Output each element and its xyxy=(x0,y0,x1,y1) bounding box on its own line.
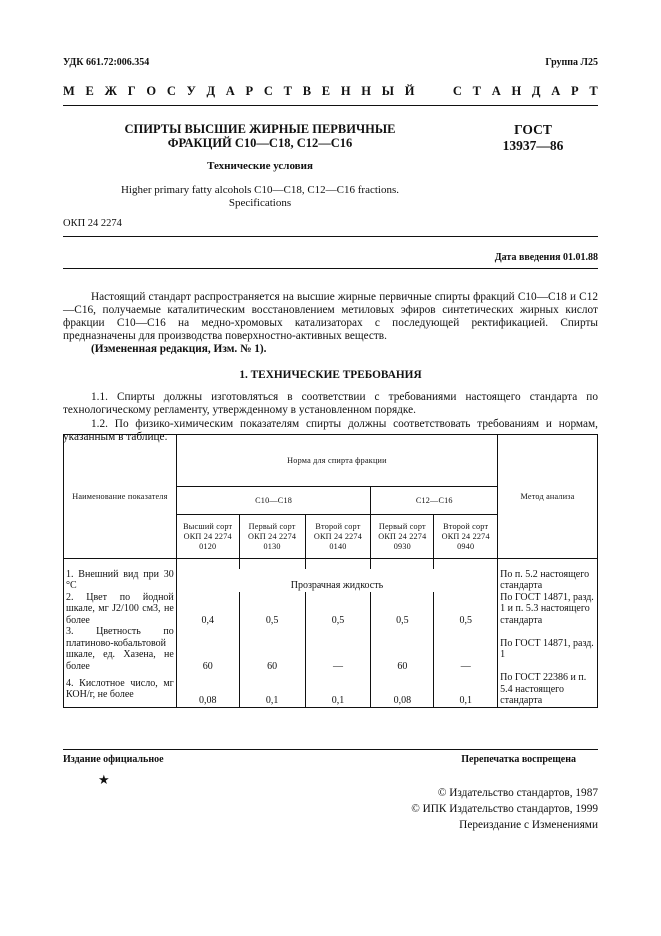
banner-letter: Е xyxy=(85,84,94,98)
header-rule xyxy=(63,105,598,106)
banner-letter: А xyxy=(551,84,561,98)
header-grade: Высший сорт ОКП 24 2274 0120 xyxy=(176,515,239,559)
copyright-1987: © Издательство стандартов, 1987 xyxy=(437,787,598,799)
row-method: По ГОСТ 14871, разд. 1 и п. 5.3 настоящего стандарта xyxy=(498,592,598,627)
clause-1-1: 1.1. Спирты должны изготовляться в соответствии с требованиями настоящего стандарта по технологическому регламенту, утвержденному в установленном порядке. xyxy=(63,391,598,416)
footer-rule xyxy=(63,749,598,750)
gost-number xyxy=(478,122,588,154)
okp-code: ОКП 24 2274 xyxy=(63,218,122,229)
banner-letter: Р xyxy=(245,84,254,98)
banner-letter: Г xyxy=(127,84,136,98)
cell-value: — xyxy=(434,626,498,672)
cell-value: 0,5 xyxy=(305,592,371,627)
cell-value: 0,5 xyxy=(239,592,305,627)
cell-value: 0,1 xyxy=(305,672,371,707)
merged-value: Прозрачная жидкость xyxy=(176,569,497,592)
rule xyxy=(63,268,598,269)
title-line-1: СПИРТЫ ВЫСШИЕ ЖИРНЫЕ ПЕРВИЧНЫЕ xyxy=(124,122,396,136)
amendment-note: (Измененная редакция, Изм. № 1). xyxy=(91,343,267,355)
cell-value: 0,1 xyxy=(434,672,498,707)
group-code: Группа Л25 xyxy=(545,57,598,68)
rule xyxy=(63,236,598,237)
row-name: 4. Кислотное число, мг КОН/г, не более xyxy=(64,672,177,707)
table-row xyxy=(64,672,598,707)
subtitle: Технические условия xyxy=(207,160,313,172)
header-fraction-c12-c16: С12—С16 xyxy=(371,487,498,515)
row-method: По ГОСТ 22386 и п. 5.4 настоящего стандарта xyxy=(498,672,598,707)
cell-value: 0,5 xyxy=(371,592,434,627)
section-heading: 1. ТЕХНИЧЕСКИЕ ТРЕБОВАНИЯ xyxy=(239,369,422,381)
banner-letter: Р xyxy=(570,84,579,98)
banner-letter: Н xyxy=(361,84,372,98)
cell-value: 0,4 xyxy=(176,592,239,627)
cell-value: — xyxy=(305,626,371,672)
udk-code: УДК 661.72:006.354 xyxy=(63,57,150,68)
english-title xyxy=(95,184,425,210)
star-icon: ★ xyxy=(98,772,110,787)
row-name: 3. Цветность по платиново-кобальтовой шкале, ед. Хазена, не более xyxy=(64,626,177,672)
table-row xyxy=(64,592,598,627)
introduction-date: Дата введения 01.01.88 xyxy=(494,252,598,263)
header-grade: Второй сорт ОКП 24 2274 0940 xyxy=(434,515,498,559)
row-method: По ГОСТ 14871, разд. 1 xyxy=(498,626,598,672)
banner-letter: С xyxy=(166,84,176,98)
header-grade: Первый сорт ОКП 24 2274 0130 xyxy=(239,515,305,559)
title-line-2: ФРАКЦИЙ С10—С18, С12—С16 xyxy=(167,136,353,150)
banner-letter: Т xyxy=(472,84,481,98)
cell-value: 60 xyxy=(176,626,239,672)
banner-letter: Т xyxy=(283,84,292,98)
banner-letter: Д xyxy=(206,84,216,98)
header-fraction-c10-c18: С10—С18 xyxy=(176,487,371,515)
gost-label: ГОСТ xyxy=(514,122,552,137)
gost-code: 13937—86 xyxy=(502,138,564,153)
banner-letter: С xyxy=(452,84,462,98)
table-row xyxy=(64,569,598,592)
banner-letter: В xyxy=(302,84,312,98)
english-title-line-1: Higher primary fatty alcohols C10—C18, C12—C16 fractions. xyxy=(120,184,399,196)
banner-letter: Т xyxy=(589,84,598,98)
official-edition: Издание официальное xyxy=(63,754,164,765)
requirements-table xyxy=(63,434,598,708)
banner-letter: М xyxy=(63,84,75,98)
banner-letter: Е xyxy=(321,84,331,98)
row-method: По п. 5.2 настоящего стандарта xyxy=(498,569,598,592)
banner-letter: Н xyxy=(511,84,522,98)
document-title xyxy=(95,122,425,150)
banner-letter: Н xyxy=(340,84,351,98)
banner-letter: А xyxy=(491,84,501,98)
cell-value: 60 xyxy=(239,626,305,672)
banner-letter: Ы xyxy=(381,84,395,98)
intro-paragraph: Настоящий стандарт распространяется на высшие жирные первичные спирты фракций С10—С18 и С12—С16, получаемые каталитическим восстановлением метиловых эфиров синтетических жирных кислот фракции С10—С16 на медно-хромовых катализаторах с последующей ректификацией. Спирты предназначены для производства поверхностно-активных веществ. xyxy=(63,291,598,342)
banner-letter: А xyxy=(225,84,235,98)
header-method: Метод анализа xyxy=(498,435,598,559)
banner-letter xyxy=(439,84,442,99)
cell-value: 0,1 xyxy=(239,672,305,707)
cell-value: 0,08 xyxy=(176,672,239,707)
row-name: 1. Внешний вид при 30 °С xyxy=(64,569,177,592)
banner-letter: У xyxy=(186,84,196,98)
banner-letter xyxy=(425,84,428,99)
header-grade: Второй сорт ОКП 24 2274 0140 xyxy=(305,515,371,559)
clause-1-2: 1.2. По физико-химическим показателям спирты должны соответствовать требованиям и нормам, указанным в таблице. xyxy=(63,418,598,443)
banner-letter: О xyxy=(146,84,157,98)
cell-value: 60 xyxy=(371,626,434,672)
header-grade: Первый сорт ОКП 24 2274 0930 xyxy=(371,515,434,559)
row-name: 2. Цвет по йодной шкале, мг J2/100 см3, не более xyxy=(64,592,177,627)
interstate-standard-banner xyxy=(63,84,598,99)
table-row xyxy=(64,626,598,672)
header-norm: Норма для спирта фракции xyxy=(176,435,497,487)
cell-value: 0,08 xyxy=(371,672,434,707)
reprint-prohibited: Перепечатка воспрещена xyxy=(461,754,576,765)
cell-value: 0,5 xyxy=(434,592,498,627)
banner-letter: Й xyxy=(404,84,415,98)
reissue-note: Переиздание с Изменениями xyxy=(459,819,598,831)
header-indicator-name: Наименование показателя xyxy=(64,435,177,559)
copyright-1999: © ИПК Издательство стандартов, 1999 xyxy=(411,803,598,815)
banner-letter: Д xyxy=(531,84,541,98)
banner-letter: Ж xyxy=(104,84,117,98)
banner-letter: С xyxy=(263,84,273,98)
english-title-line-2: Specifications xyxy=(228,197,292,209)
